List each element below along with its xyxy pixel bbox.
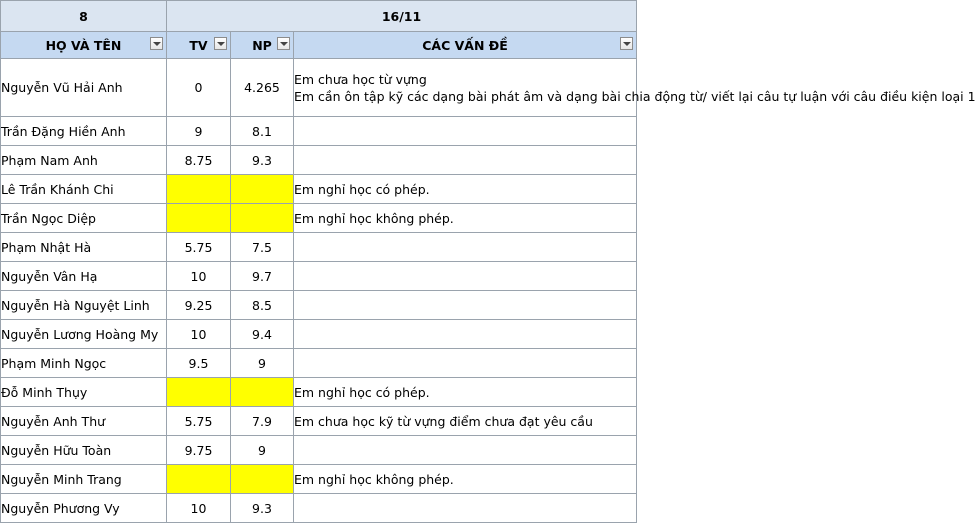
table-row — [1, 204, 637, 233]
issue-line: Em cần ôn tập kỹ các dạng bài phát âm và dạng bài chia động từ/ viết lại câu tự luận với câu điều kiện loại 1 — [294, 88, 976, 104]
student-name-cell[interactable]: Trần Ngọc Diệp — [1, 204, 167, 233]
student-name-cell[interactable]: Nguyễn Minh Trang — [1, 465, 167, 494]
filter-dropdown-icon[interactable] — [214, 37, 227, 50]
filter-dropdown-icon[interactable] — [150, 37, 163, 50]
student-name-cell[interactable]: Nguyễn Lương Hoàng My — [1, 320, 167, 349]
issue-line: Em chưa học kỹ từ vựng điểm chưa đạt yêu cầu — [294, 413, 593, 429]
tv-score-cell[interactable]: 9.5 — [167, 349, 231, 378]
student-name-cell[interactable]: Lê Trần Khánh Chi — [1, 175, 167, 204]
tv-score-cell[interactable]: 5.75 — [167, 233, 231, 262]
issue-line: Em nghỉ học có phép. — [294, 181, 430, 197]
issues-cell[interactable] — [294, 117, 637, 146]
np-score-cell[interactable]: 9 — [231, 436, 294, 465]
student-name-cell[interactable]: Trần Đặng Hiền Anh — [1, 117, 167, 146]
tv-score-cell[interactable]: 10 — [167, 262, 231, 291]
tv-score-cell[interactable]: 9.25 — [167, 291, 231, 320]
tv-score-cell[interactable]: 5.75 — [167, 407, 231, 436]
np-score-cell[interactable]: 8.1 — [231, 117, 294, 146]
tv-score-cell[interactable] — [167, 378, 231, 407]
issues-cell[interactable] — [294, 378, 637, 407]
issue-line: Em chưa học từ vựng — [294, 71, 427, 87]
np-score-cell[interactable]: 4.265 — [231, 59, 294, 117]
student-name-cell[interactable]: Phạm Nhật Hà — [1, 233, 167, 262]
table-row — [1, 291, 637, 320]
tv-score-cell[interactable]: 10 — [167, 320, 231, 349]
issues-cell[interactable] — [294, 436, 637, 465]
np-score-cell[interactable]: 9.3 — [231, 494, 294, 523]
np-score-cell[interactable]: 8.5 — [231, 291, 294, 320]
student-name-cell[interactable]: Nguyễn Hà Nguyệt Linh — [1, 291, 167, 320]
issues-cell[interactable] — [294, 320, 637, 349]
column-header-issues[interactable] — [294, 32, 637, 59]
table-row — [1, 320, 637, 349]
issues-cell[interactable] — [294, 349, 637, 378]
tv-score-cell[interactable]: 0 — [167, 59, 231, 117]
table-row — [1, 146, 637, 175]
issues-cell[interactable] — [294, 291, 637, 320]
issues-cell[interactable] — [294, 175, 637, 204]
filter-dropdown-icon[interactable] — [620, 37, 633, 50]
table-row — [1, 59, 637, 117]
issues-cell[interactable] — [294, 407, 637, 436]
issue-line: Em nghỉ học không phép. — [294, 471, 454, 487]
issues-cell[interactable] — [294, 59, 976, 117]
np-score-cell[interactable]: 7.9 — [231, 407, 294, 436]
table-row — [1, 117, 637, 146]
header-row-columns — [1, 32, 637, 59]
tv-score-cell[interactable]: 8.75 — [167, 146, 231, 175]
date-label-cell[interactable]: 16/11 — [167, 1, 637, 32]
issues-cell[interactable] — [294, 146, 637, 175]
issues-cell[interactable] — [294, 262, 637, 291]
table-row — [1, 233, 637, 262]
student-name-cell[interactable]: Nguyễn Vũ Hải Anh — [1, 59, 167, 117]
issues-cell[interactable] — [294, 494, 637, 523]
table-row — [1, 407, 637, 436]
tv-score-cell[interactable] — [167, 175, 231, 204]
student-name-cell[interactable]: Đỗ Minh Thụy — [1, 378, 167, 407]
tv-score-cell[interactable]: 9.75 — [167, 436, 231, 465]
student-name-cell[interactable]: Nguyễn Anh Thư — [1, 407, 167, 436]
student-name-cell[interactable]: Phạm Nam Anh — [1, 146, 167, 175]
column-header-issues-label: CÁC VẤN ĐỀ — [422, 37, 508, 53]
header-row-top — [1, 1, 637, 32]
column-header-name-label: HỌ VÀ TÊN — [45, 37, 122, 53]
table-row — [1, 465, 637, 494]
np-score-cell[interactable]: 9.7 — [231, 262, 294, 291]
issue-line: Em nghỉ học không phép. — [294, 210, 454, 226]
issues-cell[interactable] — [294, 465, 637, 494]
issues-cell[interactable] — [294, 233, 637, 262]
np-score-cell[interactable] — [231, 378, 294, 407]
column-header-tv[interactable] — [167, 32, 231, 59]
table-row — [1, 436, 637, 465]
student-rows — [1, 59, 976, 523]
tv-score-cell[interactable]: 9 — [167, 117, 231, 146]
np-score-cell[interactable] — [231, 465, 294, 494]
tv-score-cell[interactable] — [167, 204, 231, 233]
table-row — [1, 262, 637, 291]
issue-line: Em nghỉ học có phép. — [294, 384, 430, 400]
student-name-cell[interactable]: Nguyễn Hữu Toàn — [1, 436, 167, 465]
np-score-cell[interactable] — [231, 204, 294, 233]
table-row — [1, 378, 637, 407]
student-name-cell[interactable]: Nguyễn Vân Hạ — [1, 262, 167, 291]
column-header-tv-label: TV — [189, 37, 208, 53]
np-score-cell[interactable]: 7.5 — [231, 233, 294, 262]
column-header-np-label: NP — [252, 37, 272, 53]
np-score-cell[interactable] — [231, 175, 294, 204]
tv-score-cell[interactable] — [167, 465, 231, 494]
student-name-cell[interactable]: Phạm Minh Ngọc — [1, 349, 167, 378]
np-score-cell[interactable]: 9 — [231, 349, 294, 378]
class-label-cell[interactable]: 8 — [1, 1, 167, 32]
filter-dropdown-icon[interactable] — [277, 37, 290, 50]
table-row — [1, 175, 637, 204]
np-score-cell[interactable]: 9.4 — [231, 320, 294, 349]
table-row — [1, 494, 637, 523]
column-header-np[interactable] — [231, 32, 294, 59]
table-row — [1, 349, 637, 378]
student-name-cell[interactable]: Nguyễn Phương Vy — [1, 494, 167, 523]
np-score-cell[interactable]: 9.3 — [231, 146, 294, 175]
tv-score-cell[interactable]: 10 — [167, 494, 231, 523]
issues-cell[interactable] — [294, 204, 637, 233]
column-header-name[interactable] — [1, 32, 167, 59]
